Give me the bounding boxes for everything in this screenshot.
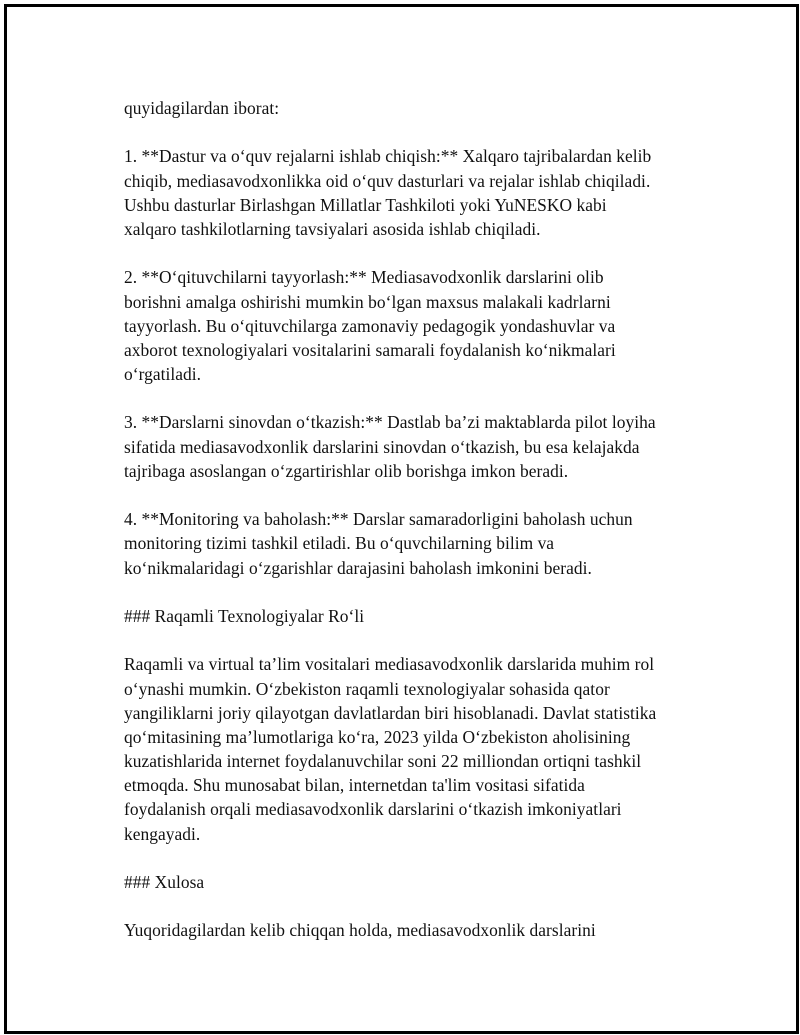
text-line: kuzatishlarida internet foydalanuvchilar soni 22 milliondan ortiqni tashkil xyxy=(124,751,642,772)
text-line: 3. **Darslarni sinovdan o‘tkazish:** Dastlab ba’zi maktablarda pilot loyiha xyxy=(124,412,656,433)
paragraph-gap xyxy=(124,580,699,604)
list-item-2 xyxy=(124,265,699,386)
paragraph-gap xyxy=(124,241,699,265)
paragraph-digital xyxy=(124,652,699,846)
text-line: chiqib, mediasavodxonlikka oid o‘quv dasturlari va rejalar ishlab chiqiladi. xyxy=(124,170,651,191)
paragraph-gap xyxy=(124,483,699,507)
text-line: quyidagilardan iborat: xyxy=(124,98,280,118)
list-item-4 xyxy=(124,507,699,580)
paragraph-intro xyxy=(124,96,699,120)
text-line: foydalanish orqali mediasavodxonlik darslarini o‘tkazish imkoniyatlari xyxy=(124,799,622,820)
text-line: 2. **O‘qituvchilarni tayyorlash:** Mediasavodxonlik darslarini olib xyxy=(124,267,604,288)
document-page xyxy=(4,4,799,1034)
text-line: monitoring tizimi tashkil etiladi. Bu o‘quvchilarning bilim va xyxy=(124,533,555,554)
paragraph-gap xyxy=(124,386,699,410)
text-line: tayyorlash. Bu o‘qituvchilarga zamonaviy pedagogik yondashuvlar va xyxy=(124,315,616,336)
document-body xyxy=(124,96,699,943)
text-line: Yuqoridagilardan kelib chiqqan holda, mediasavodxonlik darslarini xyxy=(124,920,596,941)
text-line: etmoqda. Shu munosabat bilan, internetdan ta'lim vositasi sifatida xyxy=(124,775,585,796)
text-line: kengayadi. xyxy=(124,823,201,844)
text-line: qo‘mitasining ma’lumotlariga ko‘ra, 2023 yilda O‘zbekiston aholisining xyxy=(124,726,631,747)
text-line: yangiliklarni joriy qilayotgan davlatlardan biri hisoblanadi. Davlat statistika xyxy=(124,702,657,723)
text-line: sifatida mediasavodxonlik darslarini sinovdan o‘tkazish, bu esa kelajakda xyxy=(124,436,640,457)
list-item-3 xyxy=(124,410,699,483)
text-line: 4. **Monitoring va baholash:** Darslar samaradorligini baholash uchun xyxy=(124,509,633,530)
paragraph-gap xyxy=(124,628,699,652)
section-heading-digital xyxy=(124,604,699,628)
text-line: 1. **Dastur va o‘quv rejalarni ishlab chiqish:** Xalqaro tajribalardan kelib xyxy=(124,146,652,167)
section-heading-conclusion xyxy=(124,870,699,894)
text-line: tajribaga asoslangan o‘zgartirishlar olib borishga imkon beradi. xyxy=(124,460,569,481)
text-line: o‘rgatiladi. xyxy=(124,364,202,385)
paragraph-conclusion xyxy=(124,918,699,942)
paragraph-gap xyxy=(124,120,699,144)
text-line: Ushbu dasturlar Birlashgan Millatlar Tashkiloti yoki YuNESKO kabi xyxy=(124,194,607,215)
text-line: borishni amalga oshirishi mumkin bo‘lgan maxsus malakali kadrlarni xyxy=(124,291,611,312)
text-line: xalqaro tashkilotlarning tavsiyalari asosida ishlab chiqiladi. xyxy=(124,218,541,239)
text-line: axborot texnologiyalari vositalarini samarali foydalanish ko‘nikmalari xyxy=(124,339,616,360)
text-line: o‘ynashi mumkin. O‘zbekiston raqamli texnologiyalar sohasida qator xyxy=(124,678,610,699)
text-line: Raqamli va virtual ta’lim vositalari mediasavodxonlik darslarida muhim rol xyxy=(124,654,655,675)
paragraph-gap xyxy=(124,846,699,870)
heading-line: ### Xulosa xyxy=(124,872,205,892)
text-line: ko‘nikmalaridagi o‘zgarishlar darajasini baholash imkonini beradi. xyxy=(124,557,592,578)
list-item-1 xyxy=(124,144,699,241)
heading-line: ### Raqamli Texnologiyalar Ro‘li xyxy=(124,605,365,626)
paragraph-gap xyxy=(124,894,699,918)
